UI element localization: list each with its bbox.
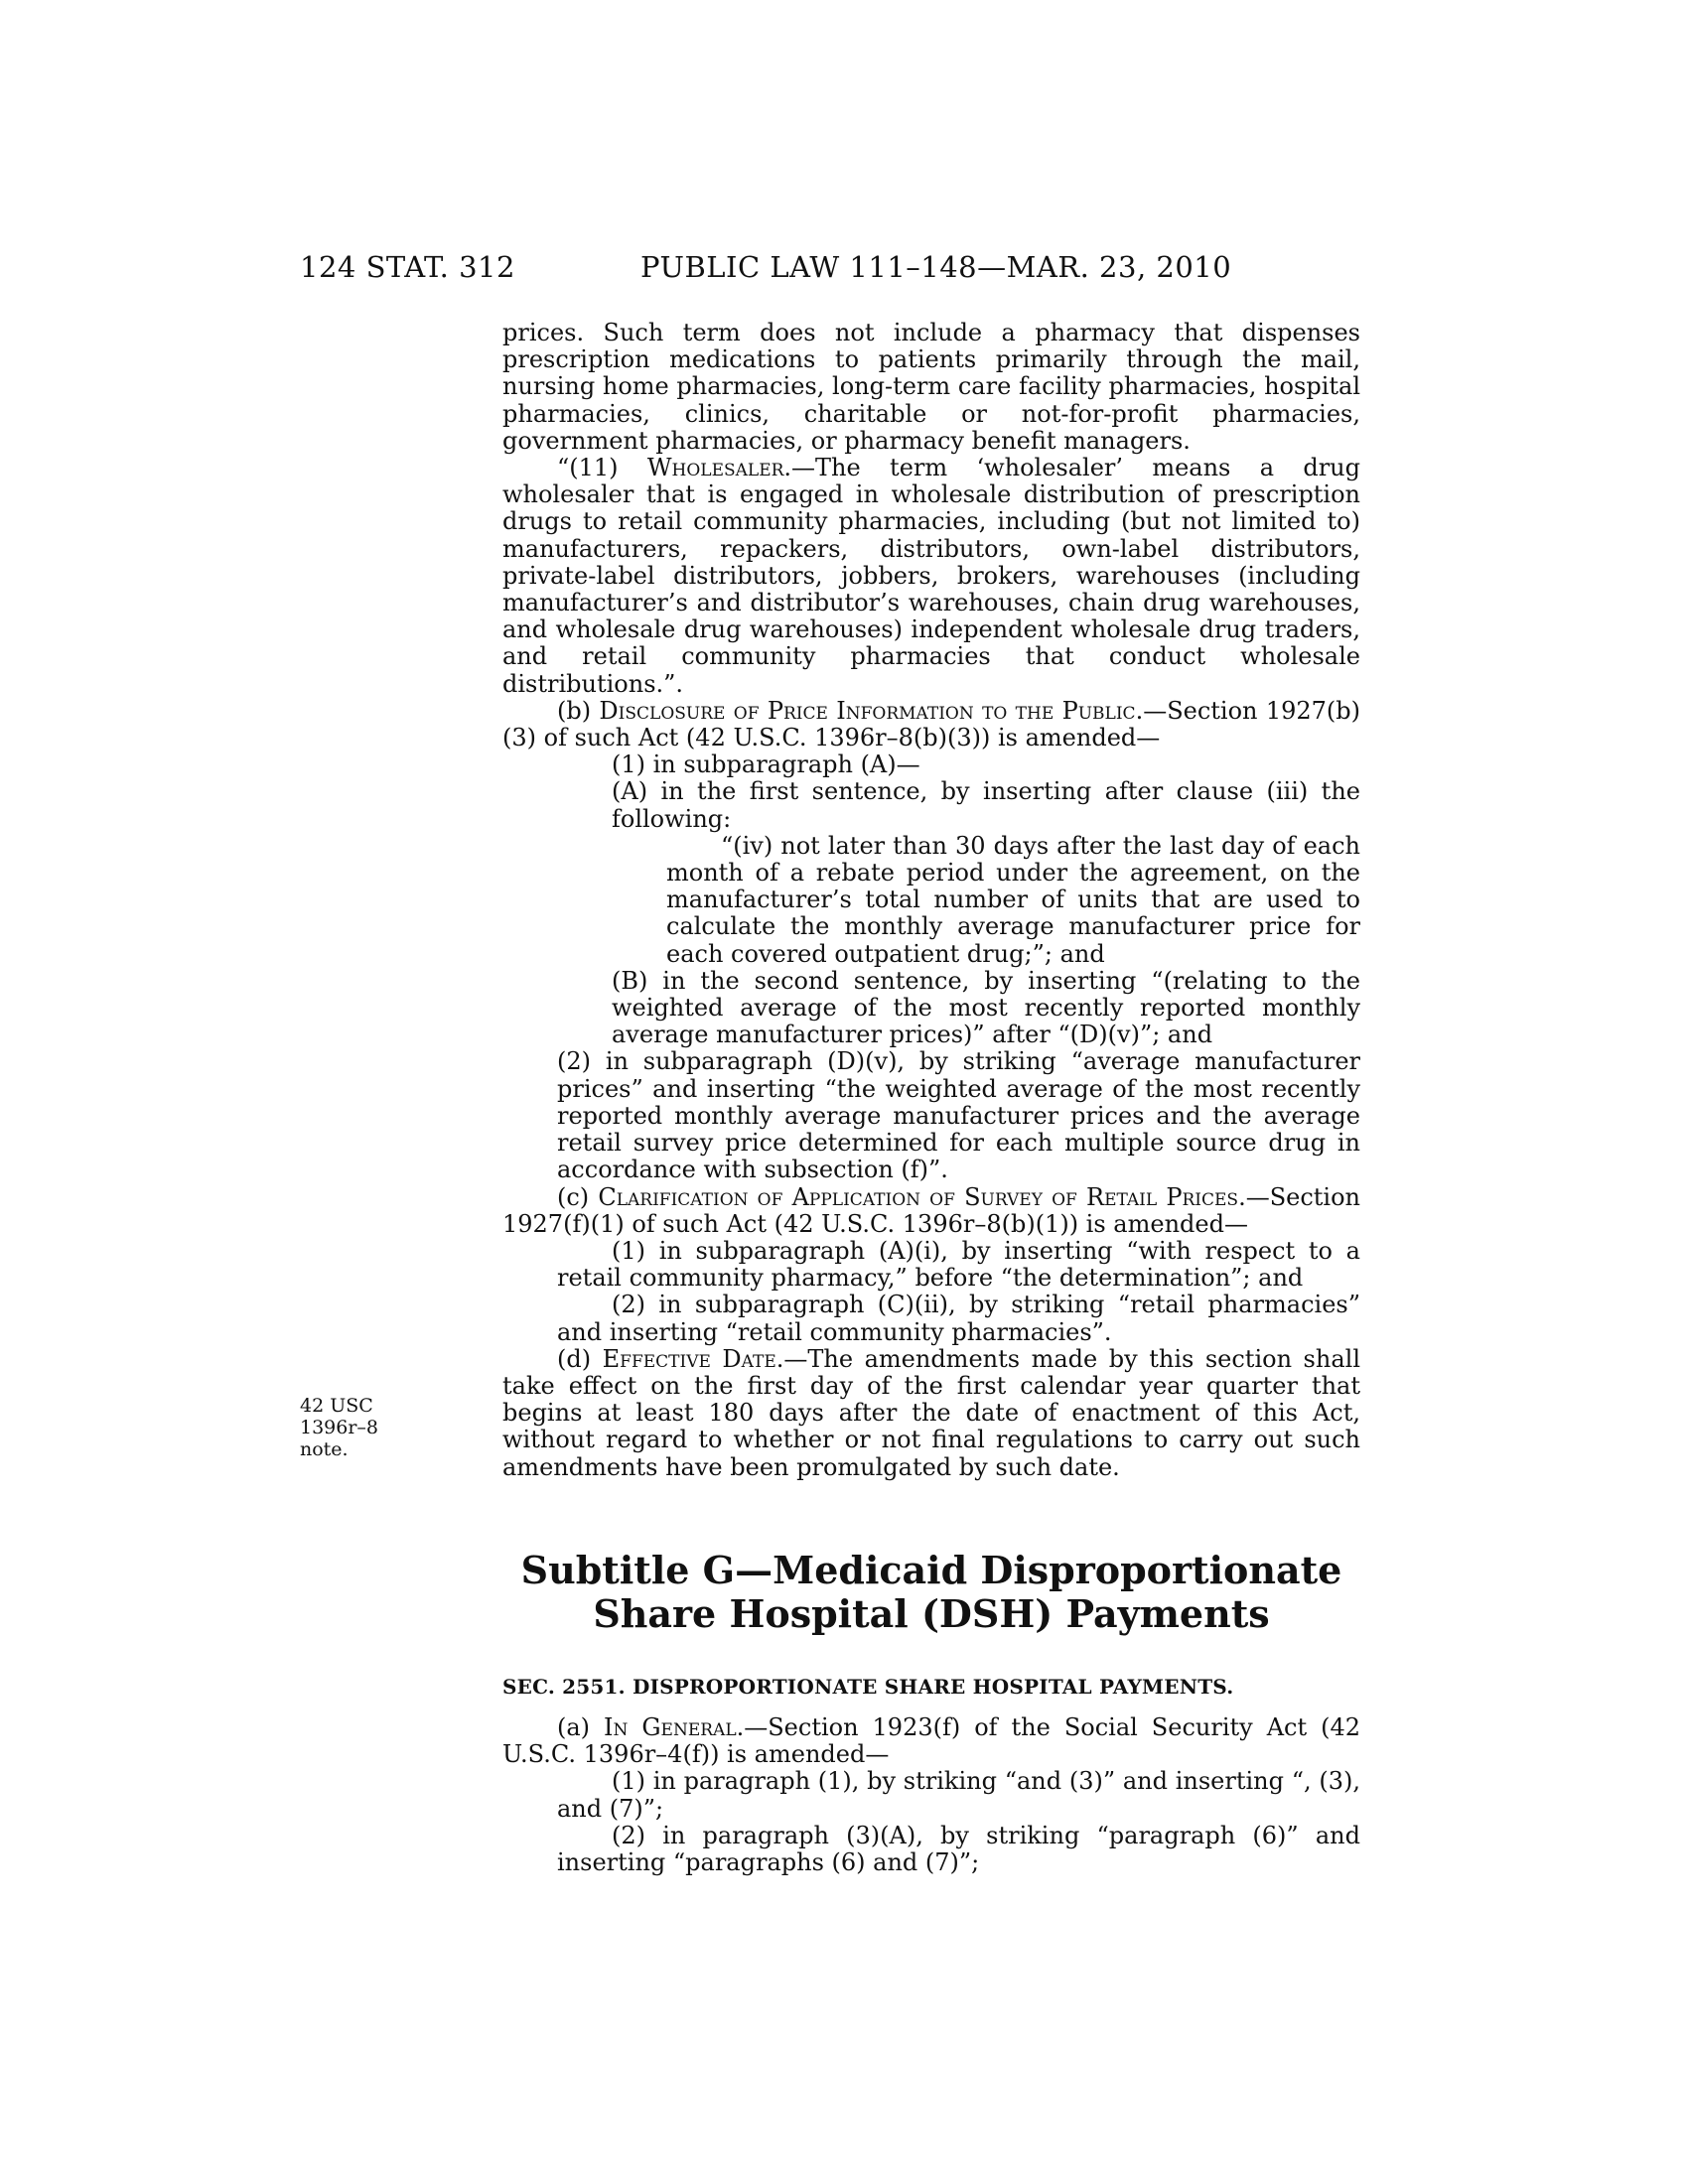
clause-iv: “(iv) not later than 30 days after the last day of each month of a rebate period under the agreement, on the manufacturer’s total number of units that are used to calculate the monthly average manufacturer price for each covered outpatient drug;”; and: [666, 831, 1360, 968]
subsection-b: [502, 698, 1360, 751]
section-body: [502, 1714, 1360, 1876]
subsection-b-number: (b): [557, 696, 600, 725]
subsection-c-heading: Clarification of Application of Survey of Retail Prices: [598, 1182, 1239, 1211]
page-header: [0, 250, 1688, 290]
margin-note-citation: 42 USC 1396r–8: [300, 1395, 379, 1438]
paragraph-wholesaler: [502, 455, 1360, 698]
section-a-heading: In General: [604, 1713, 737, 1741]
subsection-d-heading: Effective Date: [602, 1344, 776, 1373]
subsection-b-item-A: (A) in the first sentence, by inserting after clause (iii) the following:: [612, 777, 1360, 833]
subsection-c-item-1: (1) in subparagraph (A)(i), by inserting “with respect to a retail community pharmacy,” before “the determination”; and: [557, 1236, 1360, 1293]
subsection-b-heading: Disclosure of Price Information to the Public: [599, 696, 1136, 725]
margin-note: [300, 1395, 439, 1460]
margin-note-label: note.: [300, 1438, 349, 1460]
wholesaler-number: “(11): [557, 454, 647, 482]
subsection-d-text: .—The amendments made by this section shall take effect on the first day of the first calendar year quarter that begins at least 180 days after the date of enactment of this Act, without regard to whether or not final regulations to carry out such amendments have been promulgated by such date.: [502, 1344, 1360, 1481]
wholesaler-text: .—The term ‘wholesaler’ means a drug wholesaler that is engaged in wholesale distribution of prescription drugs to retail community pharmacies, including (but not limited to) manufacturers, repackers, distributors, own-label distributors, private-label distributors, jobbers, brokers, warehouses (including manufacturer’s and distributor’s warehouses, chain drug warehouses, and wholesale drug warehouses) independent wholesale drug traders, and retail community pharmacies that conduct wholesale distributions.”.: [502, 454, 1360, 698]
section-a-item-2: (2) in paragraph (3)(A), by striking “paragraph (6)” and inserting “paragraphs (6) and (7)”;: [557, 1821, 1360, 1877]
statute-page-number: 124 STAT. 312: [300, 250, 515, 284]
subsection-b-item-2: (2) in subparagraph (D)(v), by striking “average manufacturer prices” and inserting “the weighted average of the most recently reported monthly average manufacturer prices and the average retail survey price determined for each multiple source drug in accordance with subsection (f)”.: [557, 1047, 1360, 1184]
subsection-d: [502, 1346, 1360, 1481]
subsection-b-item-A-wrap: [502, 778, 1360, 832]
section-heading: SEC. 2551. DISPROPORTIONATE SHARE HOSPITAL PAYMENTS.: [502, 1675, 1234, 1699]
subsection-d-number: (d): [557, 1344, 603, 1373]
subsection-c: [502, 1184, 1360, 1238]
section-a-text: .—Section 1923(f) of the Social Security Act (42 U.S.C. 1396r–4(f)) is amended—: [502, 1713, 1360, 1769]
subsection-b-text: .—Section 1927(b)(3) of such Act (42 U.S.C. 1396r–8(b)(3)) is amended—: [502, 696, 1360, 752]
subtitle-heading: [502, 1549, 1360, 1636]
body-text: [502, 320, 1360, 1481]
section-subsection-a: [502, 1714, 1360, 1768]
subsection-c-number: (c): [557, 1182, 599, 1211]
subsection-c-text: .—Section 1927(f)(1) of such Act (42 U.S.C. 1396r–8(b)(1)) is amended—: [502, 1182, 1361, 1238]
subsection-b-item-1: (1) in subparagraph (A)—: [612, 751, 920, 779]
subsection-b-item-B: (B) in the second sentence, by inserting “(relating to the weighted average of the most recently reported monthly average manufacturer prices)” after “(D)(v)”; and: [612, 966, 1360, 1049]
section-a-number: (a): [557, 1713, 605, 1741]
wholesaler-heading: Wholesaler: [646, 454, 784, 482]
subsection-c-item-2: (2) in subparagraph (C)(ii), by striking “retail pharmacies” and inserting “retail community pharmacies”.: [557, 1291, 1360, 1346]
running-head: PUBLIC LAW 111–148—MAR. 23, 2010: [640, 250, 1232, 284]
paragraph-prices: prices. Such term does not include a pharmacy that dispenses prescription medications to patients primarily through the mail, nursing home pharmacies, long-term care facility pharmacies, hospital pharmacies, clinics, charitable or not-for-profit pharmacies, government pharmacies, or pharmacy benefit managers.: [502, 319, 1360, 455]
subtitle-line-1: Subtitle G—Medicaid Disproportionate: [520, 1548, 1342, 1592]
section-a-item-1: (1) in paragraph (1), by striking “and (3)” and inserting “, (3), and (7)”;: [557, 1767, 1360, 1823]
subtitle-line-2: Share Hospital (DSH) Payments: [593, 1591, 1270, 1636]
